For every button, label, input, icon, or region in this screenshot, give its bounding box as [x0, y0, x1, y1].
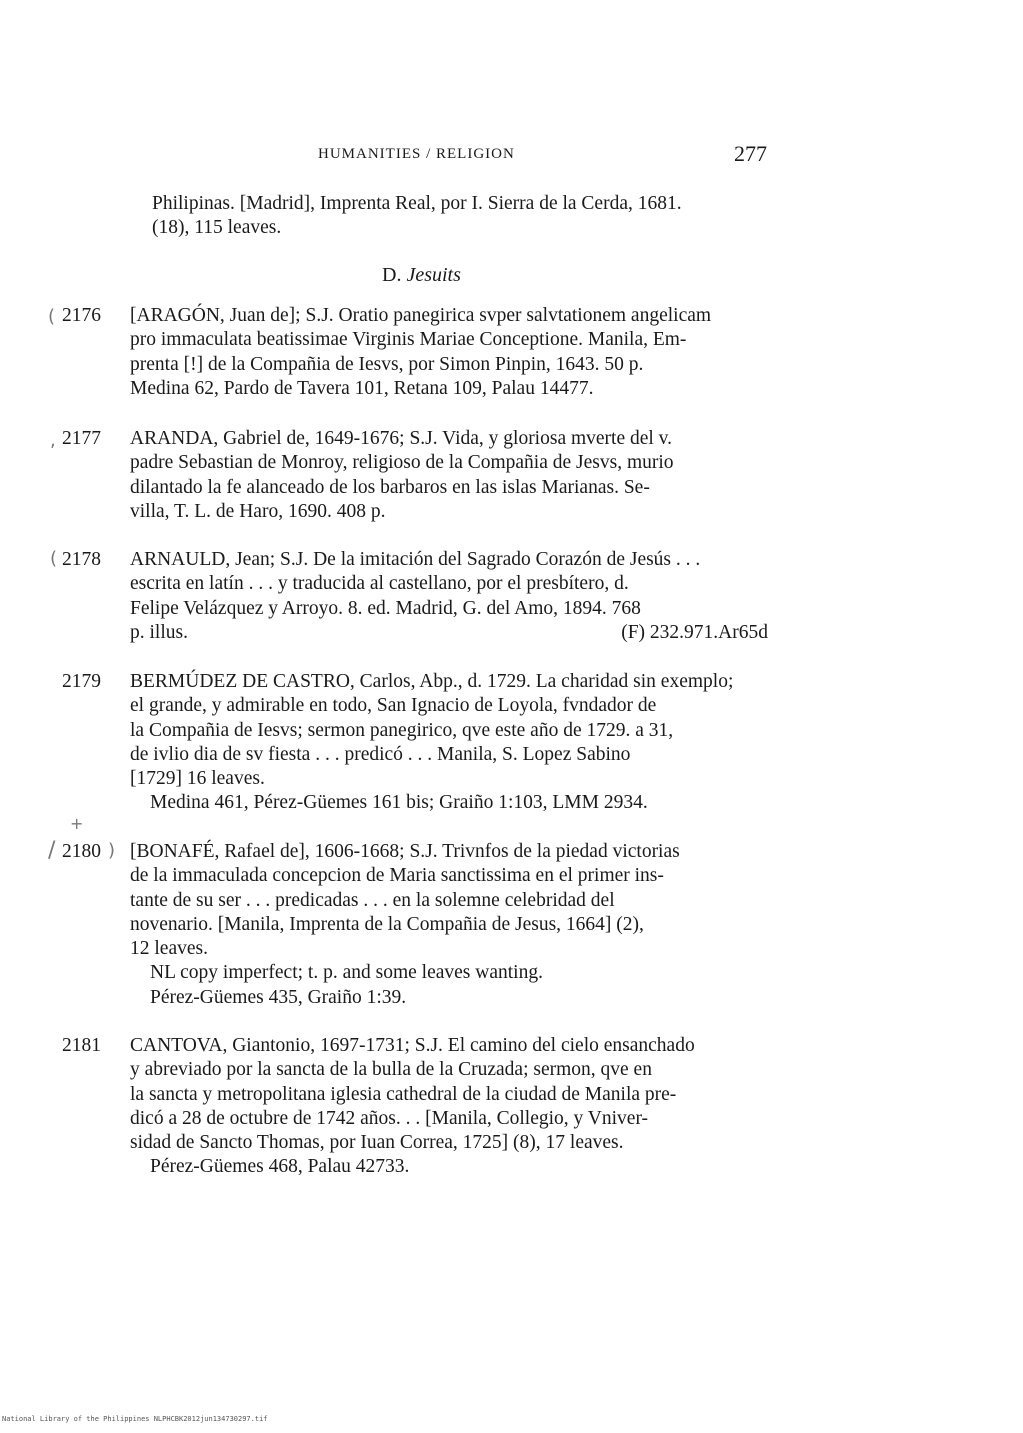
entry-line: de la immaculada concepcion de Maria sanctissima en el primer ins- [130, 865, 664, 887]
entry-line: dilantado la fe alanceado de los barbaros en las islas Marianas. Se- [130, 476, 650, 498]
entry-body [130, 548, 768, 645]
pencil-mark: , [50, 430, 56, 451]
pencil-mark: ( [48, 306, 56, 327]
entry-note: NL copy imperfect; t. p. and some leaves wanting. [150, 962, 543, 984]
entry-line: [ARAGÓN, Juan de]; S.J. Oratio panegirica svper salvtationem angelicam [130, 305, 712, 326]
entry-line: 12 leaves. [130, 938, 208, 960]
entry-line: Medina 62, Pardo de Tavera 101, Retana 109, Palau 14477. [130, 377, 594, 399]
entry-number: 2178 [62, 549, 101, 570]
entry-line: [BONAFÉ, Rafael de], 1606-1668; S.J. Trivnfos de la piedad victorias [130, 841, 680, 862]
entry-line: novenario. [Manila, Imprenta de la Compañia de Jesus, 1664] (2), [130, 913, 644, 935]
entry-last-line [130, 621, 768, 645]
entry-note: Pérez-Güemes 435, Graiño 1:39. [150, 986, 407, 1008]
entry-line: sidad de Sancto Thomas, por Iuan Correa, 1725] (8), 17 leaves. [130, 1132, 624, 1154]
entry-body [130, 427, 674, 524]
entry-line: [1729] 16 leaves. [130, 768, 265, 790]
pencil-mark: + [70, 814, 84, 833]
entry-line: BERMÚDEZ DE CASTRO, Carlos, Abp., d. 1729. La charidad sin exemplo; [130, 671, 734, 692]
scan-footer: National Library of the Philippines NLPHCBK2012jun134730297.tif [2, 1415, 268, 1423]
section-heading [382, 264, 461, 287]
continued-line: (18), 115 leaves. [152, 217, 282, 239]
entry-line: ARANDA, Gabriel de, 1649-1676; S.J. Vida, y gloriosa mverte del v. [130, 428, 673, 449]
entry-number: 2181 [62, 1035, 101, 1056]
continued-entry [152, 192, 682, 241]
entry-line: padre Sebastian de Monroy, religioso de la Compañia de Jesvs, murio [130, 452, 674, 474]
section-prefix: D. [382, 264, 402, 286]
entry-line: villa, T. L. de Haro, 1690. 408 p. [130, 500, 386, 522]
entry-line: y abreviado por la sancta de la bulla de la Cruzada; sermon, qve en [130, 1059, 652, 1081]
entry-line: prenta [!] de la Compañia de Iesvs, por Simon Pinpin, 1643. 50 p. [130, 353, 644, 375]
call-number: (F) 232.971.Ar65d [621, 621, 768, 643]
entry-line: pro immaculata beatissimae Virginis Mariae Conceptione. Manila, Em- [130, 329, 687, 351]
entry-line: de ivlio dia de sv fiesta . . . predicó . . . Manila, S. Lopez Sabino [130, 743, 631, 765]
entry-body [130, 840, 680, 1010]
continued-line: Philipinas. [Madrid], Imprenta Real, por I. Sierra de la Cerda, 1681. [152, 193, 682, 214]
entry-line: la Compañia de Iesvs; sermon panegirico, qve este año de 1729. a 31, [130, 719, 674, 741]
entry-line: dicó a 28 de octubre de 1742 años. . . [Manila, Collegio, y Vniver- [130, 1107, 649, 1129]
entry-line: tante de su ser . . . predicadas . . . en la solemne celebridad del [130, 889, 615, 911]
entry-body [130, 670, 733, 816]
pencil-mark: ) [108, 840, 116, 861]
entry-line: el grande, y admirable en todo, San Ignacio de Loyola, fvndador de [130, 695, 657, 717]
entry-line: p. illus. [130, 621, 188, 643]
entry-note: Medina 461, Pérez-Güemes 161 bis; Graiño 1:103, LMM 2934. [150, 792, 648, 814]
entry-note: Pérez-Güemes 468, Palau 42733. [150, 1156, 410, 1178]
running-head: HUMANITIES / RELIGION [318, 146, 515, 162]
entry-body [130, 1034, 695, 1180]
entry-line: ARNAULD, Jean; S.J. De la imitación del Sagrado Corazón de Jesús . . . [130, 549, 701, 570]
entry-number: 2179 [62, 671, 101, 692]
entry-number: 2176 [62, 305, 101, 326]
entry-line: CANTOVA, Giantonio, 1697-1731; S.J. El camino del cielo ensanchado [130, 1035, 695, 1056]
entry-line: escrita en latín . . . y traducida al castellano, por el presbítero, d. [130, 573, 629, 595]
entry-number: 2180 [62, 841, 101, 862]
entry-line: Felipe Velázquez y Arroyo. 8. ed. Madrid, G. del Amo, 1894. 768 [130, 597, 641, 619]
section-title: Jesuits [406, 264, 461, 286]
entry-line: la sancta y metropolitana iglesia cathedral de la ciudad de Manila pre- [130, 1083, 677, 1105]
pencil-mark: ( [50, 548, 58, 569]
entry-body [130, 304, 711, 401]
entry-number: 2177 [62, 428, 101, 449]
page-number: 277 [734, 141, 767, 166]
pencil-bracket-icon: / [48, 838, 56, 863]
